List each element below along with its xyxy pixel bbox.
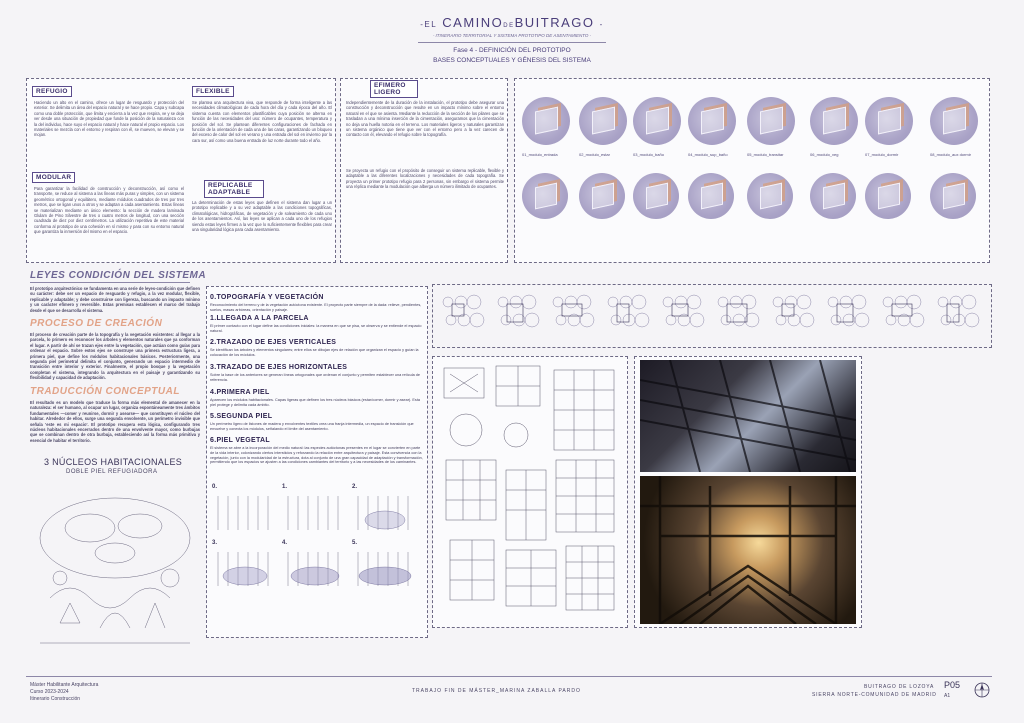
axonometric-diagram bbox=[212, 546, 278, 598]
step-2-text: Se identifican los árboles y elementos singulares; entre ellos se dibujan ejes de relación que organizan el espacio y guían la colocación de los módulos. bbox=[210, 348, 419, 357]
step-4-title: 4.PRIMERA PIEL bbox=[210, 389, 270, 396]
efimero-text-2: Se proyecta un refugio con el propósito de conseguir un sistema replicable, flexible y adaptable a las diferentes localizaciones y necesidades de cada topografía. Se proyecta un primer prototipo refugio para 2 personas, sin embargo el sistema permite una réplica mediante la modulación que alberga un número ilimitado de ocupantes. bbox=[346, 168, 504, 190]
axonometric-diagram bbox=[212, 490, 278, 542]
module-label: 07_modulo_dormir bbox=[865, 152, 899, 157]
module-label: 03_modulo_baño bbox=[633, 152, 664, 157]
refugio-tag: REFUGIO bbox=[32, 86, 72, 97]
leyes-title: LEYES CONDICIÓN DEL SISTEMA bbox=[30, 270, 207, 281]
north-icon bbox=[974, 682, 990, 698]
module-cube-icon bbox=[535, 183, 557, 210]
module-cube-icon bbox=[760, 107, 783, 135]
module-cube-icon bbox=[878, 183, 900, 210]
replicable-text: La determinación de estas leyes que definen el sistema dan lugar a un prototipo replicable y a su vez adaptable a las condiciones topográficas, climatológicas, hidrográficas, de vegetación y de soleamiento de cada uno de los asentamientos. Así, las leyes se aplican a cada uno de los refugios siendo estas leyes firmes a la vez que lo suficientemente flexibles para crear una singularidad lógica para cada asentamiento. bbox=[192, 200, 332, 233]
flexible-text: Se plantea una arquitectura viva, que responde de forma inteligente a las necesidades climatológicas de cada hora del día y cada época del año. El sistema cuenta con elementos plastificables cuya posición se alterna en función de las necesidades del uso: número de ocupantes, temperatura y posición del sol. Se plantean diferentes configuraciones de fachada en función de la orientación de cada una de las caras, garantizando un bloqueo del exceso de calor del sol en verano y una entrada del sol en invierno por la cara sur, así como una buena entrada de luz norte durante todo el año. bbox=[192, 100, 332, 143]
module-circle bbox=[810, 97, 858, 145]
proceso-title: PROCESO DE CREACIÓN bbox=[30, 318, 163, 329]
footer-line bbox=[26, 676, 992, 677]
plans-panel bbox=[432, 284, 992, 348]
board-subtitle: - ITINERARIO TERRITORIAL Y SISTEMA PROTOTIPO DE ASENTAMIENTO - bbox=[432, 33, 592, 38]
nucleos-sketch bbox=[30, 478, 200, 658]
step-6-title: 6.PIEL VEGETAL bbox=[210, 437, 270, 444]
module-cube-icon bbox=[592, 107, 615, 135]
step-2-title: 2.TRAZADO DE EJES VERTICALES bbox=[210, 339, 337, 346]
module-cube-icon bbox=[878, 107, 901, 135]
step-6-text: El sistema se abre a la incorporación del medio natural: las especies autóctonas presentes en el lugar se convierten en parte de la vida interior, colonizando ciertos intersticios y reforzando la relación entre arquitectura y paisaje. Esta convivencia con la vegetación, junto con la modularidad de la estructura, dota al conjunto de una gran capacidad de adaptación y transformación, permitiendo que los espacios se ajusten a las condiciones cambiantes del territorio y a las necesidades de los caminantes. bbox=[210, 446, 423, 465]
module-label: 08_modulo_aux dormir bbox=[930, 152, 971, 157]
efimero-tag: EFIMERO LIGERO bbox=[370, 80, 418, 98]
replicable-tag: REPLICABLE ADAPTABLE bbox=[204, 180, 264, 198]
step-1-text: El primer contacto con el lugar define las condiciones iniciales: la manera en que se pisa, se observa y se entiende el espacio natural. bbox=[210, 324, 422, 333]
header-divider bbox=[418, 42, 606, 43]
axonometric-diagram bbox=[282, 546, 348, 598]
module-circle bbox=[865, 97, 913, 145]
traduccion-text: El resultado es un modelo que traduce la forma más elemental de amanecer en la naturaleza: el ser humano, al ocupar un lugar, organiza espontáneamente tres ámbitos fundamentales —comer y reunirse, dormir y asearse— que constituyen el núcleo del habitar. Alrededor de ellos, surge una segunda envolvente, un perímetro invisible que señala 'este es mi espacio'. El prototipo recupera esta lógica, configurando tres núcleos habitacionales encerrados dentro de una envolvente mayor, como burbujas que se combinan dentro de otra burbuja, estableciendo así la forma más primitiva y esencial de habitar el territorio. bbox=[30, 400, 200, 443]
module-circle bbox=[579, 97, 627, 145]
module-label: 06_modulo_veg bbox=[810, 152, 839, 157]
axonometric-diagram bbox=[352, 490, 418, 542]
footer-course: Curso 2023-2024 bbox=[30, 689, 69, 695]
axonometric-diagram bbox=[282, 490, 348, 542]
module-circle bbox=[522, 173, 568, 219]
sheet-number: P05 bbox=[944, 680, 961, 690]
diagram-label: 1. bbox=[282, 484, 288, 490]
phase-subtitle: BASES CONCEPTUALES Y GÉNESIS DEL SISTEMA bbox=[433, 57, 591, 64]
module-circle bbox=[633, 173, 679, 219]
module-cube-icon bbox=[646, 183, 668, 210]
proceso-text: El proceso de creación parte de la topografía y la vegetación existentes: al llegar a la parcela, lo primero es reconocer los árboles y elementos naturales que ya conforman el lugar. A partir de ahí se trazan ejes entre la vegetación, que actúan como guías para ordenar el espacio. Sobre estos ejes se construye una primera estructura ligera, a primera piel, que define los módulos habitacionales básicos. Posteriormente, una segunda piel perimetral delimita el conjunto, generando un espacio intermedio de transición entre interior y exterior. Finalmente, el propio bosque y la vegetación completan el sistema, integrando la arquitectura en el paisaje y garantizando su flexibilidad y capacidad de adaptación. bbox=[30, 332, 200, 380]
module-cube-icon bbox=[592, 183, 614, 210]
module-cube-icon bbox=[701, 107, 724, 135]
module-label: 01_modulo_entrada bbox=[522, 152, 558, 157]
module-circle bbox=[522, 97, 570, 145]
diagram-label: 5. bbox=[352, 540, 358, 546]
step-0-title: 0.TOPOGRAFÍA Y VEGETACIÓN bbox=[210, 294, 324, 301]
module-cube-icon bbox=[646, 107, 669, 135]
module-cube-icon bbox=[701, 183, 723, 210]
module-circle bbox=[579, 173, 625, 219]
axonometric-diagram bbox=[352, 546, 418, 598]
module-label: 02_modulo_estar bbox=[579, 152, 610, 157]
leyes-divider bbox=[30, 282, 190, 283]
nucleos-title: 3 NÚCLEOS HABITACIONALES bbox=[44, 457, 183, 467]
nucleos-subtitle: DOBLE PIEL REFUGIADORA bbox=[66, 469, 158, 475]
step-5-text: Un perímetro ligero de listones de madera y envolventes textiles crea una franja intermedia, un espacio de transición que envuelve y conecta los módulos, señalando el límite del asentamiento. bbox=[210, 422, 414, 431]
module-circle bbox=[747, 173, 793, 219]
module-cube-icon bbox=[943, 107, 966, 135]
module-cube-icon bbox=[943, 183, 965, 210]
module-label: 04_modulo_sup_baño bbox=[688, 152, 728, 157]
traduccion-title: TRADUCCIÓN CONCEPTUAL bbox=[30, 386, 180, 397]
render-top-structure bbox=[640, 360, 856, 472]
board-title: -EL CAMINODEBUITRAGO - bbox=[420, 15, 604, 30]
step-3-text: Sobre la base de los anteriores se generan líneas ortogonales que ordenan el conjunto y permiten establecer una retícula de referencia. bbox=[210, 373, 421, 382]
step-1-title: 1.LLEGADA A LA PARCELA bbox=[210, 315, 309, 322]
diagram-label: 4. bbox=[282, 540, 288, 546]
footer-place-1: BUITRAGO DE LOZOYA bbox=[864, 684, 935, 690]
phase-title: Fase 4 - DEFINICIÓN DEL PROTOTIPO bbox=[453, 47, 571, 54]
refugio-text: Haciendo un alto en el camino, ofrece un lugar de resguardo y protección del exterior. Se delimita un área del espacio natural y se hace propio. Capa y subcapa como una doble protección, que limita y encierra a la vez que respira, ve y se deja ver desde una situación de propiedad que funde la posición de la naturaleza con la del individuo, hace suyo el espacio natural y hace natural el propio espacio. Los materiales se mezcla con el entorno y respiran con él, se mueven, se elevan y se mojan. bbox=[34, 100, 184, 138]
module-circle bbox=[633, 97, 681, 145]
footer-itinerary: Itinerario Construcción bbox=[30, 696, 81, 702]
step-4-text: Aparecen los módulos habitacionales. Capas ligeras que definen los tres núcleos básicos (estar/comer, dormir y asear). Esta piel protege y delimita cada ámbito. bbox=[210, 398, 420, 407]
diagram-label: 0. bbox=[212, 484, 218, 490]
diagram-label: 2. bbox=[352, 484, 358, 490]
module-circle bbox=[747, 97, 795, 145]
module-circle bbox=[930, 97, 978, 145]
leyes-intro: El prototipo arquitectónico se fundamenta en una serie de leyes-condición que definen su carácter: debe ser un espacio de resguardo y refugio, a la vez modular, flexible, replicable y adaptable; y debe construirse con ligereza, buscando un impacto mínimo y un carácter efímero y reversible. Estas premisas establecen el marco del trabajo desde el que se desarrolla el sistema. bbox=[30, 286, 200, 313]
modular-text: Para garantizar la facilidad de construcción y deconstrucción, así como el transporte, se reduce al sistema a las líneas más puras y simples, con un sistema geométrico ortogonal y equilátero, mediante módulos cuadrados de tres por tres metros, que se ligan unos a otros y se adaptan a cada asentamiento. Estas líneas se materializan mediante un único elemento: la sección de madera laminada Glulam de Pino Silvestre de tres o cuatro metros de longitud, con una sección cuadrada de diez por diez centímetros. La utilización repetitiva de este material conforma al prototipo de una cohesión en sí mismo y para con su entorno natural que garantiza la inmersión del mismo en el espacio. bbox=[34, 186, 184, 235]
module-cube-icon bbox=[760, 183, 782, 210]
footer-author: TRABAJO FIN DE MÁSTER_MARINA ZABALLA PARDO bbox=[412, 688, 581, 694]
module-circle bbox=[688, 173, 734, 219]
sketches-drawing bbox=[436, 360, 624, 624]
step-5-title: 5.SEGUNDA PIEL bbox=[210, 413, 273, 420]
module-cube-icon bbox=[535, 107, 558, 135]
footer-school: Máster Habilitante Arquitectura bbox=[30, 682, 99, 688]
flexible-tag: FLEXIBLE bbox=[192, 86, 234, 97]
step-3-title: 3.TRAZADO DE EJES HORIZONTALES bbox=[210, 364, 348, 371]
render-bottom-structure bbox=[640, 476, 856, 624]
module-circle bbox=[688, 97, 736, 145]
module-cube-icon bbox=[823, 183, 845, 210]
module-circle bbox=[865, 173, 911, 219]
footer-place-2: SIERRA NORTE-COMUNIDAD DE MADRID bbox=[812, 692, 937, 698]
sheet-format: A1 bbox=[944, 693, 951, 699]
diagram-label: 3. bbox=[212, 540, 218, 546]
step-0-text: Reconocimiento del terreno y de la vegetación autóctona existente. El proyecto parte siempre de la dada: relieve, pendientes, suelos, masas arbóreas, orientación y paisaje. bbox=[210, 303, 422, 312]
module-circle bbox=[930, 173, 976, 219]
module-cube-icon bbox=[823, 107, 846, 135]
module-circle bbox=[810, 173, 856, 219]
module-label: 05_modulo_transitar bbox=[747, 152, 784, 157]
efimero-text: Independientemente de la duración de la instalación, el prototipo debe asegurar una construcción y deconstrucción que resulte en un impacto mínimo sobre el entorno natural en el que se asienta. Mediante la reducción de la sección de los pilares que se trasladan a una mínima inserción de la cimentación, aseguramos que la cimentación no deja una huella notoria en el terreno. Los materiales ligeros y naturales garantizan un sistema orgánico que tiene que ver con el entorno pero a la vez carecen de contacto con él, elevando el refugio sobre la topografía. bbox=[346, 100, 504, 138]
modular-tag: MODULAR bbox=[32, 172, 75, 183]
